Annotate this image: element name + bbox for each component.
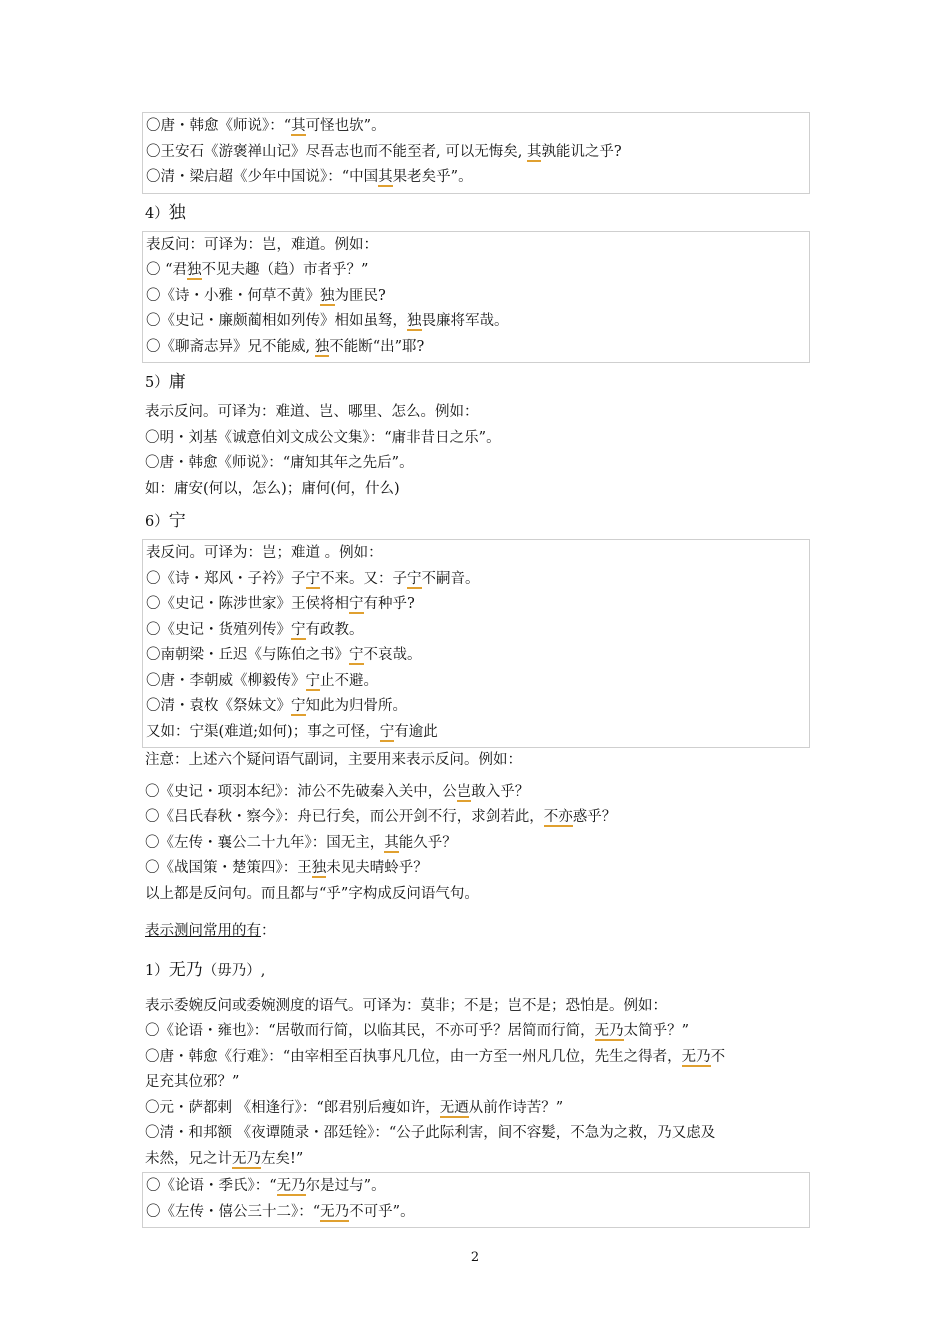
highlight: 独 xyxy=(407,313,422,329)
highlight: 无乃 xyxy=(276,1178,306,1194)
example-line: 〇《史记・廉颇蔺相如列传》相如虽驽，独畏廉将军哉。 xyxy=(146,313,509,329)
highlight: 独 xyxy=(320,287,335,304)
example-line: 〇《聊斋志异》兄不能威, 独不能断“出”耶? xyxy=(146,338,425,355)
definition-line: 表示反问。可译为：难道、岂、哪里、怎么。例如： xyxy=(145,404,479,420)
example-line: 〇王安石《游褒禅山记》尽吾志也而不能至者, 可以无悔矣, 其孰能讥之乎? xyxy=(146,143,622,160)
highlight: 宁 xyxy=(379,723,395,740)
example-line: 〇《左传・僖公三十二》：“无乃不可乎”。 xyxy=(146,1203,415,1220)
highlight: 其 xyxy=(384,834,399,851)
highlight: 宁 xyxy=(291,698,306,714)
example-line: 〇清・袁枚《祭妹文》宁知此为归骨所。 xyxy=(146,698,407,714)
example-line: 〇唐・韩愈《师说》：“其可怪也欤”。 xyxy=(146,118,386,134)
note-section xyxy=(142,748,810,907)
example-line: 〇《史记・项羽本纪》：沛公不先破秦入关中，公岂敢入乎？ xyxy=(145,783,530,800)
highlight: 无乃 xyxy=(594,1023,624,1039)
example-line: 〇唐・韩愈《师说》：“庸知其年之先后”。 xyxy=(145,455,414,471)
example-line: 〇 “君独不见夫趣（趋）市者乎？” xyxy=(146,262,369,278)
highlight: 宁 xyxy=(349,596,364,612)
example-line: 〇《史记・陈涉世家》王侯将相宁有种乎? xyxy=(146,596,415,612)
section-heading-wunai: 1）无乃（毋乃）, xyxy=(145,959,266,980)
section-heading-du: 4）独 xyxy=(145,202,186,223)
highlight: 其 xyxy=(526,143,542,160)
example-line: 〇南朝梁・丘迟《与陈伯之书》宁不哀哉。 xyxy=(146,647,422,663)
highlight: 宁 xyxy=(407,570,422,587)
document-page xyxy=(142,112,810,1228)
highlight: 无乃 xyxy=(232,1150,261,1167)
highlight: 宁 xyxy=(291,621,306,638)
example-line: 〇唐・李朝威《柳毅传》宁止不避。 xyxy=(146,672,378,689)
highlight: 不亦 xyxy=(543,809,573,825)
example-line: 〇《论语・雍也》：“居敬而行简，以临其民，不亦可乎？居简而行简，无乃太简乎？” xyxy=(145,1023,690,1039)
example-line: 〇《诗・郑风・子衿》子宁不来。又：子宁不嗣音。 xyxy=(146,570,480,587)
example-line: 〇明・刘基《诚意伯刘文成公文集》：“庸非昔日之乐”。 xyxy=(145,429,501,446)
highlight: 宁 xyxy=(305,570,320,587)
wunai-section xyxy=(142,994,810,1173)
example-line: 如：庸安(何以，怎么)；庸何(何，什么) xyxy=(145,480,400,497)
example-line: 〇唐・韩愈《行难》：“由宰相至百执事凡几位，由一方至一州凡几位，先生之得者，无乃不 xyxy=(145,1048,726,1065)
example-line: 〇《吕氏春秋・察今》：舟已行矣，而公开剑不行，求剑若此，不亦惑乎？ xyxy=(145,809,617,825)
summary-line: 以上都是反问句。而且都与“乎”字构成反问语气句。 xyxy=(145,885,479,902)
example-line: 〇《论语・季氏》：“无乃尔是过与”。 xyxy=(146,1178,386,1194)
example-line-cont: 足充其位邪？” xyxy=(145,1074,240,1090)
highlight: 独 xyxy=(314,338,330,355)
section-heading-ning: 6）宁 xyxy=(145,511,186,531)
highlight: 其 xyxy=(378,169,393,185)
highlight: 宁 xyxy=(349,647,364,663)
example-line-cont: 未然，兄之计无乃左矣!” xyxy=(145,1150,304,1167)
example-line: 〇清・梁启超《少年中国说》：“中国其果老矣乎”。 xyxy=(146,169,473,185)
note-line: 注意：上述六个疑问语气副词，主要用来表示反问。例如： xyxy=(145,752,522,768)
highlight: 无乃 xyxy=(681,1048,711,1065)
page-number: 2 xyxy=(470,1250,480,1265)
example-line: 〇《诗・小雅・何草不黄》独为匪民? xyxy=(146,287,386,304)
yong-section xyxy=(142,400,810,502)
highlight: 无迺 xyxy=(439,1099,469,1116)
example-line: 〇《左传・襄公二十九年》：国无主，其能久乎？ xyxy=(145,834,457,851)
highlight: 独 xyxy=(311,860,327,876)
highlight: 宁 xyxy=(305,672,320,689)
highlight: 岂 xyxy=(456,783,472,800)
example-line: 〇元・萨都剌 《相逢行》：“郎君别后瘦如许，无迺从前作诗苦？” xyxy=(145,1099,564,1116)
definition-line: 表反问：可译为：岂，难道。例如： xyxy=(146,236,378,253)
example-line: 〇《史记・货殖列传》宁有政教。 xyxy=(146,621,364,638)
highlight: 其 xyxy=(291,118,306,134)
du-examples-box xyxy=(142,231,810,364)
cetui-heading: 表示测问常用的有： xyxy=(145,923,276,939)
example-line: 〇《战国策・楚策四》：王独未见夫晴蛉乎？ xyxy=(145,860,428,876)
example-line: 又如：宁渠(难道;如何)；事之可怪，宁有逾此 xyxy=(146,723,438,740)
highlight: 独 xyxy=(187,262,202,278)
section-heading-yong: 5）庸 xyxy=(145,372,186,392)
wunai-examples-box xyxy=(142,1172,810,1228)
definition-line: 表示委婉反问或委婉测度的语气。可译为：莫非；不是；岂不是；恐怕是。例如： xyxy=(145,997,667,1014)
ning-examples-box xyxy=(142,539,810,748)
qi-examples-box xyxy=(142,112,810,194)
example-line: 〇清・和邦额 《夜谭随录・邵廷铨》：“公子此际利害，间不容髪，不急为之救，乃又虑及 xyxy=(145,1125,716,1141)
highlight: 无乃 xyxy=(320,1203,350,1220)
definition-line: 表反问。可译为：岂；难道 。例如： xyxy=(146,545,383,561)
